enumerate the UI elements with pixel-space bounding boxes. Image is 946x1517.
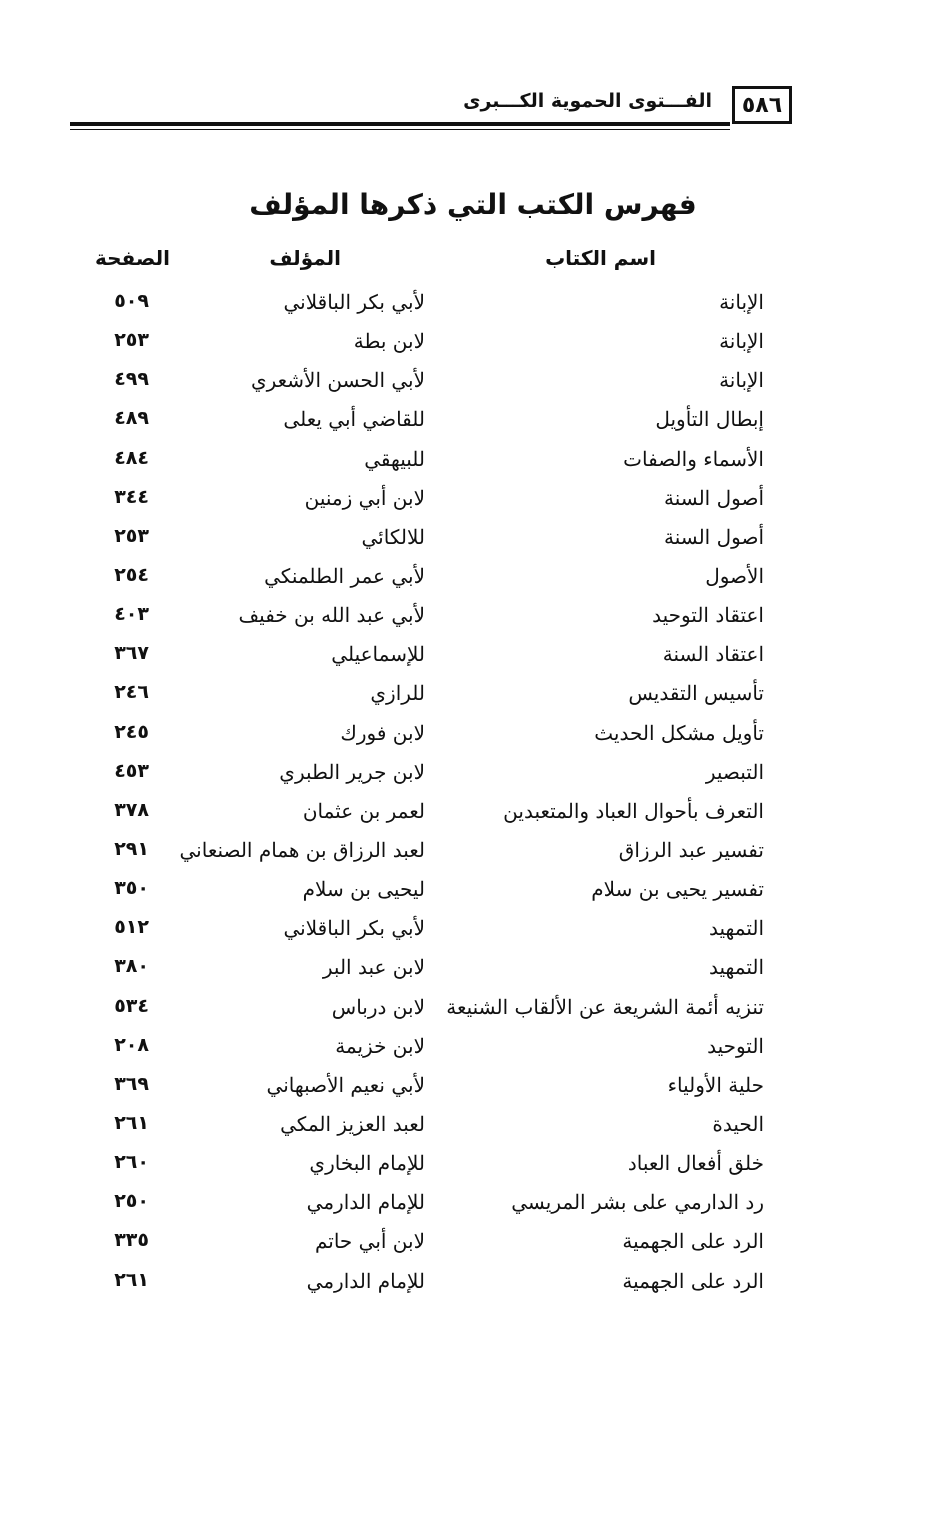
table-row	[0, 1269, 946, 1308]
table-body	[0, 290, 946, 1308]
book-author: للرازي	[370, 681, 425, 706]
book-title: التبصير	[705, 759, 764, 784]
book-title: تأسيس التقديس	[628, 681, 764, 706]
book-author: لأبي عمر الطلمنكي	[264, 563, 425, 588]
book-title: الإبانة	[719, 329, 764, 354]
page-ref: ٤٠٣	[114, 603, 149, 626]
page-ref: ٤٥٣	[114, 759, 149, 782]
book-author: للإسماعيلي	[331, 642, 425, 667]
book-author: لعبد الرزاق بن همام الصنعاني	[179, 837, 425, 862]
page-ref: ٣٣٥	[114, 1229, 149, 1252]
table-row	[0, 877, 946, 916]
book-author: لأبي بكر الباقلاني	[283, 916, 425, 941]
page-ref: ٣٦٩	[114, 1072, 149, 1095]
page-ref: ٢٦٠	[114, 1151, 149, 1174]
table-row	[0, 1190, 946, 1229]
running-title: الفـــتوى الحموية الكـــبرى	[463, 90, 712, 112]
table-row	[0, 1073, 946, 1112]
table-row	[0, 368, 946, 407]
page-ref: ٤٩٩	[114, 368, 149, 391]
page-ref: ٢٩١	[114, 837, 149, 860]
book-author: للإمام الدارمي	[306, 1268, 425, 1293]
book-title: الرد على الجهمية	[622, 1268, 764, 1293]
page-number: ٥٨٦	[732, 86, 792, 124]
book-author: للإمام الدارمي	[306, 1190, 425, 1215]
book-author: للالكائي	[361, 524, 425, 549]
book-title: إبطال التأويل	[655, 407, 764, 432]
header-rule-thick	[70, 122, 730, 126]
book-title: أصول السنة	[663, 485, 764, 510]
running-header	[70, 86, 792, 134]
page-ref: ٢٦١	[114, 1111, 149, 1134]
book-title: تأويل مشكل الحديث	[594, 720, 764, 745]
book-title: الحيدة	[712, 1111, 764, 1136]
book-author: لابن أبي زمنين	[304, 485, 425, 510]
book-title: الرد على الجهمية	[622, 1229, 764, 1254]
table-row	[0, 290, 946, 329]
column-header-author: المؤلف	[269, 246, 341, 270]
book-title: أصول السنة	[663, 524, 764, 549]
book-author: لأبي الحسن الأشعري	[250, 368, 425, 393]
book-author: لأبي عبد الله بن خفيف	[238, 603, 425, 628]
book-author: لعبد العزيز المكي	[280, 1111, 425, 1136]
book-title: تنزيه أئمة الشريعة عن الألقاب الشنيعة	[446, 994, 764, 1019]
book-title: التمهيد	[709, 916, 764, 941]
page-ref: ٣٤٤	[114, 485, 149, 508]
book-title: الأسماء والصفات	[623, 446, 764, 471]
index-title: فهرس الكتب التي ذكرها المؤلف	[249, 188, 697, 221]
book-author: لعمر بن عثمان	[302, 798, 425, 823]
book-author: لابن بطة	[353, 329, 425, 354]
page-ref: ٥١٢	[114, 916, 149, 939]
page-ref: ٥٠٩	[114, 290, 149, 312]
book-author: للإمام البخاري	[309, 1151, 425, 1176]
book-author: لابن خزيمة	[335, 1033, 425, 1058]
table-row	[0, 1229, 946, 1268]
table-row	[0, 329, 946, 368]
table-row	[0, 642, 946, 681]
page-ref: ٢٦١	[114, 1268, 149, 1291]
book-title: تفسير عبد الرزاق	[618, 837, 764, 862]
book-title: خلق أفعال العباد	[627, 1151, 764, 1176]
book-title: رد الدارمي على بشر المريسي	[511, 1190, 764, 1215]
book-title: تفسير يحيى بن سلام	[591, 877, 764, 902]
page-ref: ٢٤٦	[114, 681, 149, 704]
page-ref: ٢٤٥	[114, 720, 149, 743]
book-author: لأبي بكر الباقلاني	[283, 290, 425, 314]
page-ref: ٢٠٨	[114, 1033, 149, 1056]
column-header-page: الصفحة	[94, 246, 170, 270]
book-author: لابن فورك	[340, 720, 425, 745]
book-title: التمهيد	[709, 955, 764, 980]
page-ref: ٢٥٣	[114, 524, 149, 547]
book-author: لابن درباس	[331, 994, 425, 1019]
page-ref: ٥٣٤	[114, 994, 149, 1017]
table-row	[0, 955, 946, 994]
table-row	[0, 525, 946, 564]
table-row	[0, 721, 946, 760]
page-ref: ٢٥٤	[114, 563, 149, 586]
book-title: الإبانة	[719, 290, 764, 314]
book-title: اعتقاد التوحيد	[652, 603, 764, 628]
page-ref: ٤٨٩	[114, 407, 149, 430]
table-row	[0, 760, 946, 799]
book-title: التوحيد	[707, 1033, 764, 1058]
book-title: حلية الأولياء	[667, 1072, 764, 1097]
book-author: لابن أبي حاتم	[314, 1229, 425, 1254]
table-row	[0, 681, 946, 720]
table-header-row	[0, 246, 946, 282]
table-row	[0, 995, 946, 1034]
table-row	[0, 447, 946, 486]
book-author: للقاضي أبي يعلى	[283, 407, 425, 432]
book-title: الأصول	[705, 563, 764, 588]
table-row	[0, 799, 946, 838]
table-row	[0, 838, 946, 877]
page-ref: ٢٥٠	[114, 1190, 149, 1213]
page-ref: ٣٦٧	[114, 642, 149, 665]
book-title: الإبانة	[719, 368, 764, 393]
table-row	[0, 486, 946, 525]
table-row	[0, 1112, 946, 1151]
page-ref: ٣٧٨	[114, 798, 149, 821]
book-author: لابن عبد البر	[322, 955, 425, 980]
book-author: ليحيى بن سلام	[302, 877, 425, 902]
books-index-table	[0, 246, 946, 1308]
book-author: للبيهقي	[364, 446, 425, 471]
book-title: التعرف بأحوال العباد والمتعبدين	[503, 798, 764, 823]
table-row	[0, 1034, 946, 1073]
header-rule-thin	[70, 129, 730, 130]
table-row	[0, 916, 946, 955]
column-header-book: اسم الكتاب	[545, 246, 656, 270]
page-ref: ٣٨٠	[114, 955, 149, 978]
page-ref: ٣٥٠	[114, 877, 149, 900]
book-author: لابن جرير الطبري	[279, 759, 425, 784]
page-ref: ٤٨٤	[114, 446, 149, 469]
page-ref: ٢٥٣	[114, 329, 149, 352]
book-author: لأبي نعيم الأصبهاني	[266, 1072, 425, 1097]
table-row	[0, 407, 946, 446]
table-row	[0, 564, 946, 603]
table-row	[0, 603, 946, 642]
table-row	[0, 1151, 946, 1190]
book-title: اعتقاد السنة	[662, 642, 764, 667]
